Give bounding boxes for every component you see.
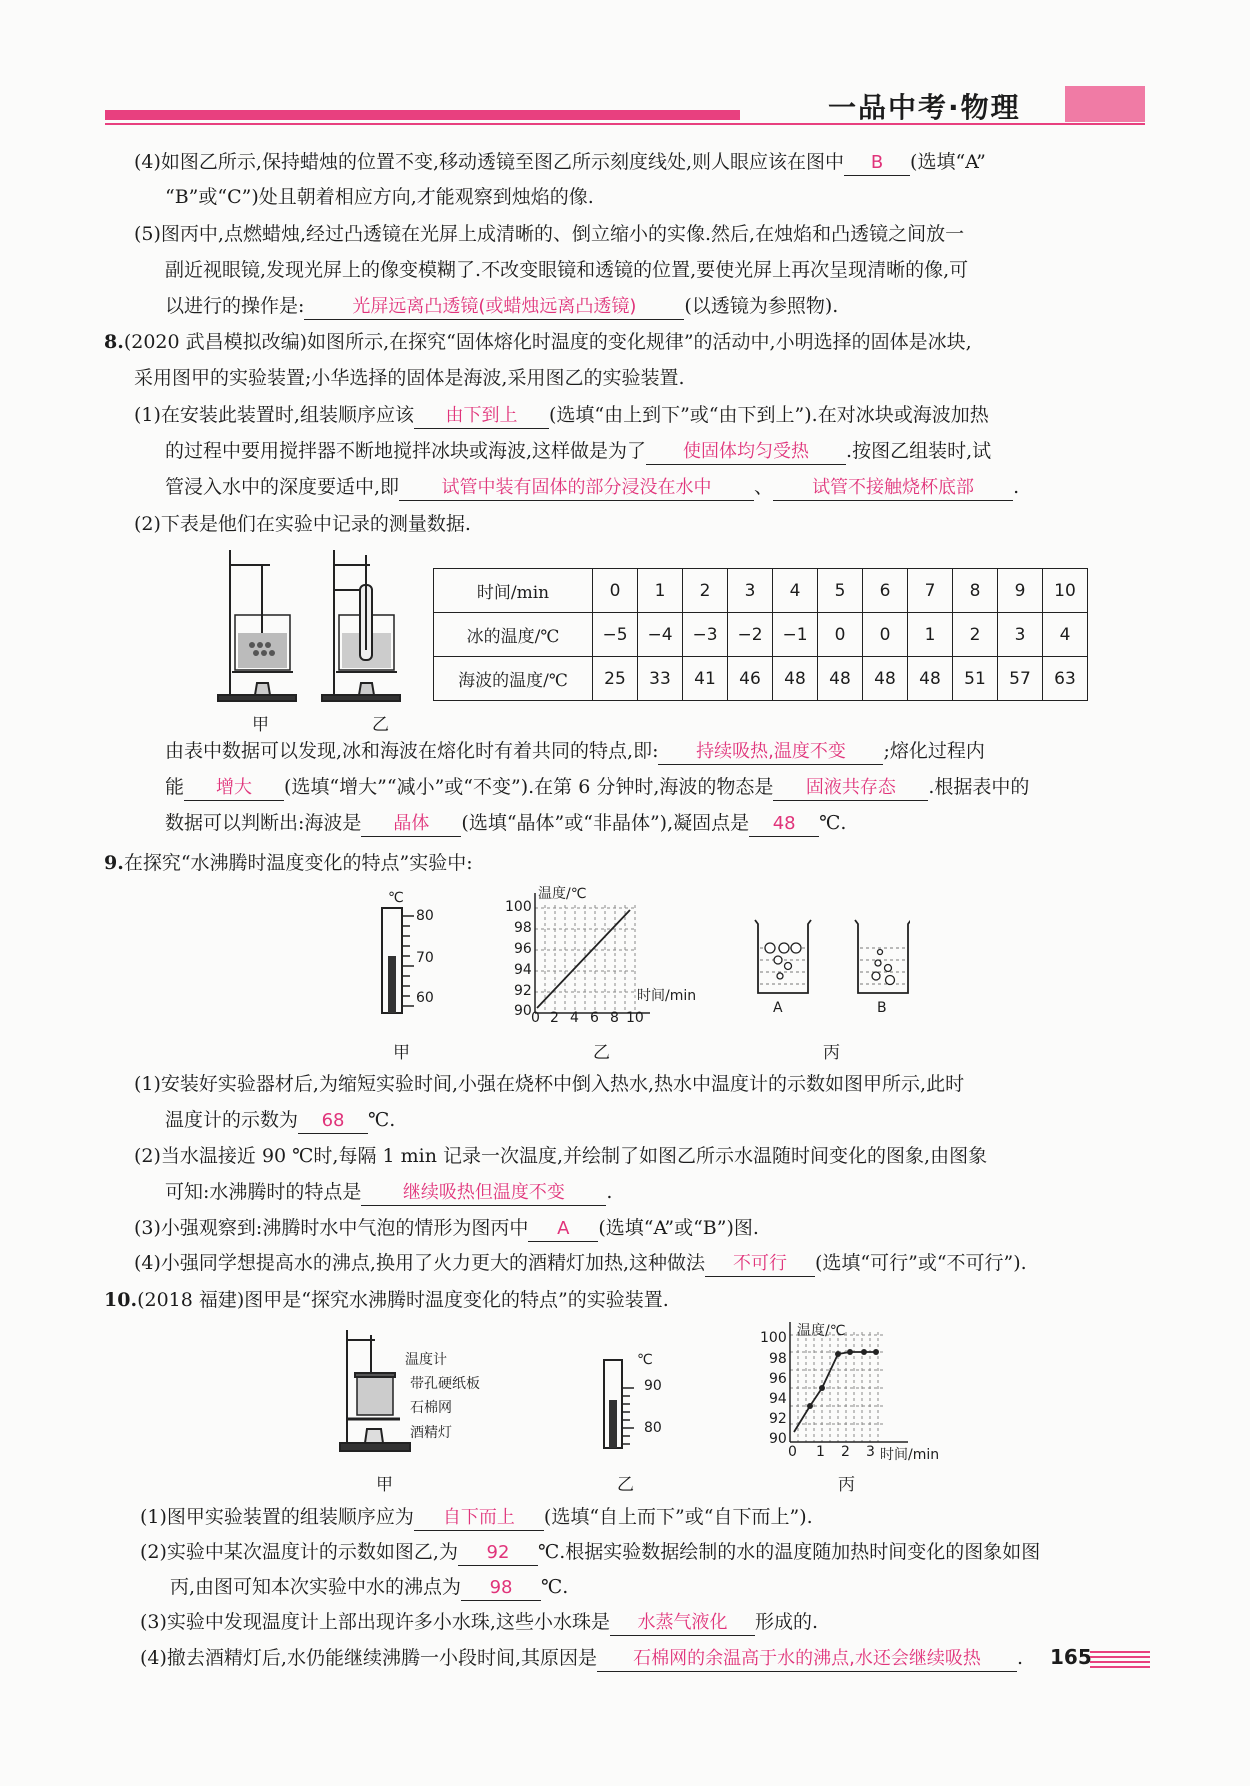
- table-cell: 0: [818, 613, 863, 657]
- answer-blank[interactable]: 晶体: [361, 812, 461, 837]
- q8-part1-line2: 的过程中要用搅拌器不断地搅拌冰块或海波,这样做是为了 使固体均匀受热 .按图乙组装时,试: [165, 437, 991, 465]
- q9-part1-line2: 温度计的示数为 68 ℃.: [165, 1106, 395, 1134]
- table-cell: 48: [863, 657, 908, 701]
- table-row-header: 时间/min: [434, 569, 593, 613]
- table-cell: 6: [863, 569, 908, 613]
- q9-graph-ytick: 90: [514, 1003, 532, 1019]
- table-cell: 8: [953, 569, 998, 613]
- q10-graph-xtick: 3: [866, 1444, 875, 1460]
- q10-figure-label-bing: 丙: [838, 1475, 855, 1495]
- q10-graph-xtick: 1: [816, 1444, 825, 1460]
- table-cell: 41: [683, 657, 728, 701]
- q9-graph-xtick: 10: [626, 1010, 644, 1026]
- q9-part2-line1: (2)当水温接近 90 ℃时,每隔 1 min 记录一次温度,并绘制了如图乙所示水温随时间变化的图象,由图象: [134, 1145, 988, 1167]
- q9-graph-xtick: 2: [550, 1010, 559, 1026]
- answer-blank[interactable]: 继续吸热但温度不变: [361, 1181, 606, 1206]
- q8-figure-label-yi: 乙: [372, 715, 389, 735]
- q10-graph-ytick: 92: [769, 1411, 787, 1427]
- q8-part2-line: (2)下表是他们在实验中记录的测量数据.: [134, 513, 471, 535]
- q8-intro-line2: 采用图甲的实验装置;小华选择的固体是海波,采用图乙的实验装置.: [134, 367, 685, 389]
- table-cell: 48: [773, 657, 818, 701]
- q10-graph-ylabel: 温度/℃: [797, 1323, 846, 1339]
- q10-part2-line2: 丙,由图可知本次实验中水的沸点为 98 ℃.: [170, 1573, 568, 1601]
- header-bar: [105, 110, 740, 120]
- header-title: 一品中考·物理: [828, 91, 1021, 124]
- q9-graph-ytick: 96: [514, 941, 532, 957]
- answer-blank[interactable]: 固液共存态: [773, 776, 928, 801]
- q7-part5-line3: 以进行的操作是: 光屏远离凸透镜(或蜡烛远离凸透镜) (以透镜为参照物).: [165, 292, 838, 320]
- q9-graph-xlabel: 时间/min: [637, 988, 697, 1004]
- q9-graph-ytick: 100: [505, 899, 532, 915]
- q10-label-thermometer: 温度计: [405, 1352, 447, 1368]
- q9-therm-tick: 70: [416, 950, 434, 966]
- table-cell: 1: [908, 613, 953, 657]
- table-cell: 10: [1043, 569, 1088, 613]
- q9-beakers-figure: [750, 918, 910, 998]
- q9-intro: 9.在探究“水沸腾时温度变化的特点”实验中:: [104, 852, 473, 874]
- answer-blank[interactable]: 使固体均匀受热: [646, 440, 846, 465]
- answer-blank[interactable]: 不可行: [705, 1252, 815, 1277]
- q8-part3-line1: 由表中数据可以发现,冰和海波在熔化时有着共同的特点,即: 持续吸热,温度不变 ;熔化过程内: [165, 737, 985, 765]
- q8-apparatus-figure: [210, 545, 410, 710]
- q10-apparatus-figure: [335, 1325, 415, 1455]
- table-cell: 9: [998, 569, 1043, 613]
- q8-data-table: [433, 568, 1088, 701]
- table-cell: −3: [683, 613, 728, 657]
- table-cell: 1: [638, 569, 683, 613]
- q10-label-cardboard: 带孔硬纸板: [410, 1376, 480, 1392]
- table-cell: 2: [683, 569, 728, 613]
- table-cell: 3: [998, 613, 1043, 657]
- answer-blank[interactable]: 水蒸气液化: [610, 1611, 755, 1636]
- q10-graph-ytick: 96: [769, 1371, 787, 1387]
- q8-part3-line2: 能 增大 (选填“增大”“减小”或“不变”).在第 6 分钟时,海波的物态是 固液共存态 .根据表中的: [165, 773, 1029, 801]
- q10-therm-unit: ℃: [637, 1352, 653, 1368]
- q10-graph-ytick: 94: [769, 1391, 787, 1407]
- q10-temperature-graph: [758, 1320, 958, 1450]
- q10-graph-ytick: 90: [769, 1431, 787, 1447]
- q10-graph-xtick: 2: [841, 1444, 850, 1460]
- q8-part1-line3: 管浸入水中的深度要适中,即 试管中装有固体的部分浸没在水中 、 试管不接触烧杯底部 .: [165, 473, 1019, 501]
- q10-therm-tick: 90: [644, 1378, 662, 1394]
- q9-figure-label-jia: 甲: [393, 1043, 410, 1063]
- answer-blank[interactable]: B: [844, 151, 910, 176]
- q9-thermometer-figure: [370, 888, 460, 1018]
- answer-blank[interactable]: 由下到上: [414, 404, 549, 429]
- answer-blank[interactable]: 试管中装有固体的部分浸没在水中: [399, 476, 754, 501]
- q9-graph-ytick: 94: [514, 962, 532, 978]
- table-cell: 0: [593, 569, 638, 613]
- table-cell: 0: [863, 613, 908, 657]
- q9-graph-ylabel: 温度/℃: [538, 886, 587, 902]
- q10-graph-xlabel: 时间/min: [880, 1447, 940, 1463]
- q8-intro-line1: 8.(2020 武昌模拟改编)如图所示,在探究“固体熔化时温度的变化规律”的活动中,小明选择的固体是冰块,: [104, 331, 972, 353]
- answer-blank[interactable]: 自下而上: [414, 1506, 544, 1531]
- table-cell: 57: [998, 657, 1043, 701]
- q9-graph-ytick: 98: [514, 920, 532, 936]
- q7-part5-line2: 副近视眼镜,发现光屏上的像变模糊了.不改变眼镜和透镜的位置,要使光屏上再次呈现清晰的像,可: [165, 259, 969, 281]
- table-row-header: 海波的温度/℃: [434, 657, 593, 701]
- q7-part4-line1: (4)如图乙所示,保持蜡烛的位置不变,移动透镜至图乙所示刻度线处,则人眼应该在图中 B (选填“A”: [134, 148, 986, 176]
- table-row: [434, 613, 1088, 657]
- answer-blank[interactable]: 98: [461, 1576, 541, 1601]
- table-cell: −4: [638, 613, 683, 657]
- q10-part4-line: (4)撤去酒精灯后,水仍能继续沸腾一小段时间,其原因是 石棉网的余温高于水的沸点,水还会继续吸热 .: [140, 1644, 1023, 1672]
- q9-therm-unit: ℃: [388, 890, 404, 906]
- table-cell: −5: [593, 613, 638, 657]
- table-row: [434, 569, 1088, 613]
- q10-figure-label-yi: 乙: [617, 1475, 634, 1495]
- table-cell: 51: [953, 657, 998, 701]
- answer-blank[interactable]: 持续吸热,温度不变: [658, 740, 883, 765]
- q9-beaker-label-a: A: [773, 1000, 783, 1016]
- q7-part4-line2: “B”或“C”)处且朝着相应方向,才能观察到烛焰的像.: [165, 186, 594, 208]
- q9-part1-line1: (1)安装好实验器材后,为缩短实验时间,小强在烧杯中倒入热水,热水中温度计的示数如图甲所示,此时: [134, 1073, 965, 1095]
- q10-part2-line1: (2)实验中某次温度计的示数如图乙,为 92 ℃.根据实验数据绘制的水的温度随加热时间变化的图象如图: [140, 1538, 1040, 1566]
- q10-label-asbestos-net: 石棉网: [410, 1400, 452, 1416]
- q10-graph-xtick: 0: [788, 1444, 797, 1460]
- q10-graph-ytick: 100: [760, 1330, 787, 1346]
- table-cell: 7: [908, 569, 953, 613]
- q10-figure-label-jia: 甲: [376, 1475, 393, 1495]
- q9-figure-label-yi: 乙: [593, 1043, 610, 1063]
- table-cell: −2: [728, 613, 773, 657]
- q8-part3-line3: 数据可以判断出:海波是 晶体 (选填“晶体”或“非晶体”),凝固点是 48 ℃.: [165, 809, 846, 837]
- q9-beaker-label-b: B: [877, 1000, 887, 1016]
- q8-figure-label-jia: 甲: [252, 715, 269, 735]
- q9-part3-line: (3)小强观察到:沸腾时水中气泡的情形为图丙中 A (选填“A”或“B”)图.: [134, 1214, 759, 1242]
- answer-blank[interactable]: 试管不接触烧杯底部: [773, 476, 1013, 501]
- page-number-stripes: [1090, 1648, 1150, 1673]
- answer-blank[interactable]: 92: [458, 1541, 538, 1566]
- table-cell: −1: [773, 613, 818, 657]
- table-cell: 48: [818, 657, 863, 701]
- table-cell: 3: [728, 569, 773, 613]
- q10-part3-line: (3)实验中发现温度计上部出现许多小水珠,这些小水珠是 水蒸气液化 形成的.: [140, 1608, 818, 1636]
- table-cell: 25: [593, 657, 638, 701]
- q9-figure-label-bing: 丙: [823, 1043, 840, 1063]
- answer-blank[interactable]: 48: [749, 812, 819, 837]
- q10-part1-line: (1)图甲实验装置的组装顺序应为 自下而上 (选填“自上而下”或“自下而上”).: [140, 1503, 813, 1531]
- header-accent-block: [1065, 86, 1145, 122]
- table-cell: 5: [818, 569, 863, 613]
- table-cell: 63: [1043, 657, 1088, 701]
- q7-part5-line1: (5)图丙中,点燃蜡烛,经过凸透镜在光屏上成清晰的、倒立缩小的实像.然后,在烛焰和凸透镜之间放一: [134, 223, 965, 245]
- table-cell: 46: [728, 657, 773, 701]
- q9-graph-xtick: 6: [590, 1010, 599, 1026]
- q9-therm-tick: 80: [416, 908, 434, 924]
- q9-therm-tick: 60: [416, 990, 434, 1006]
- page-number: 165: [1050, 1645, 1092, 1669]
- table-cell: 4: [773, 569, 818, 613]
- q10-label-alcohol-lamp: 酒精灯: [410, 1425, 452, 1441]
- table-row-header: 冰的温度/℃: [434, 613, 593, 657]
- q9-graph-xtick: 4: [570, 1010, 579, 1026]
- q10-graph-ytick: 98: [769, 1351, 787, 1367]
- answer-blank[interactable]: 68: [298, 1109, 368, 1134]
- table-cell: 4: [1043, 613, 1088, 657]
- answer-blank[interactable]: A: [528, 1217, 598, 1242]
- q10-therm-tick: 80: [644, 1420, 662, 1436]
- table-cell: 33: [638, 657, 683, 701]
- answer-blank[interactable]: 光屏远离凸透镜(或蜡烛远离凸透镜): [304, 295, 684, 320]
- answer-blank[interactable]: 石棉网的余温高于水的沸点,水还会继续吸热: [597, 1647, 1017, 1672]
- table-cell: 2: [953, 613, 998, 657]
- q9-part4-line: (4)小强同学想提高水的沸点,换用了火力更大的酒精灯加热,这种做法 不可行 (选填“可行”或“不可行”).: [134, 1249, 1027, 1277]
- q9-graph-xtick: 8: [610, 1010, 619, 1026]
- table-row: [434, 657, 1088, 701]
- q9-part2-line2: 可知:水沸腾时的特点是 继续吸热但温度不变 .: [165, 1178, 612, 1206]
- q8-part1-line1: (1)在安装此装置时,组装顺序应该 由下到上 (选填“由上到下”或“由下到上”).在对冰块或海波加热: [134, 401, 989, 429]
- table-cell: 48: [908, 657, 953, 701]
- answer-blank[interactable]: 增大: [184, 776, 284, 801]
- q9-graph-ytick: 92: [514, 983, 532, 999]
- q9-graph-xtick: 0: [531, 1010, 540, 1026]
- q10-intro: 10.(2018 福建)图甲是“探究水沸腾时温度变化的特点”的实验装置.: [104, 1289, 669, 1311]
